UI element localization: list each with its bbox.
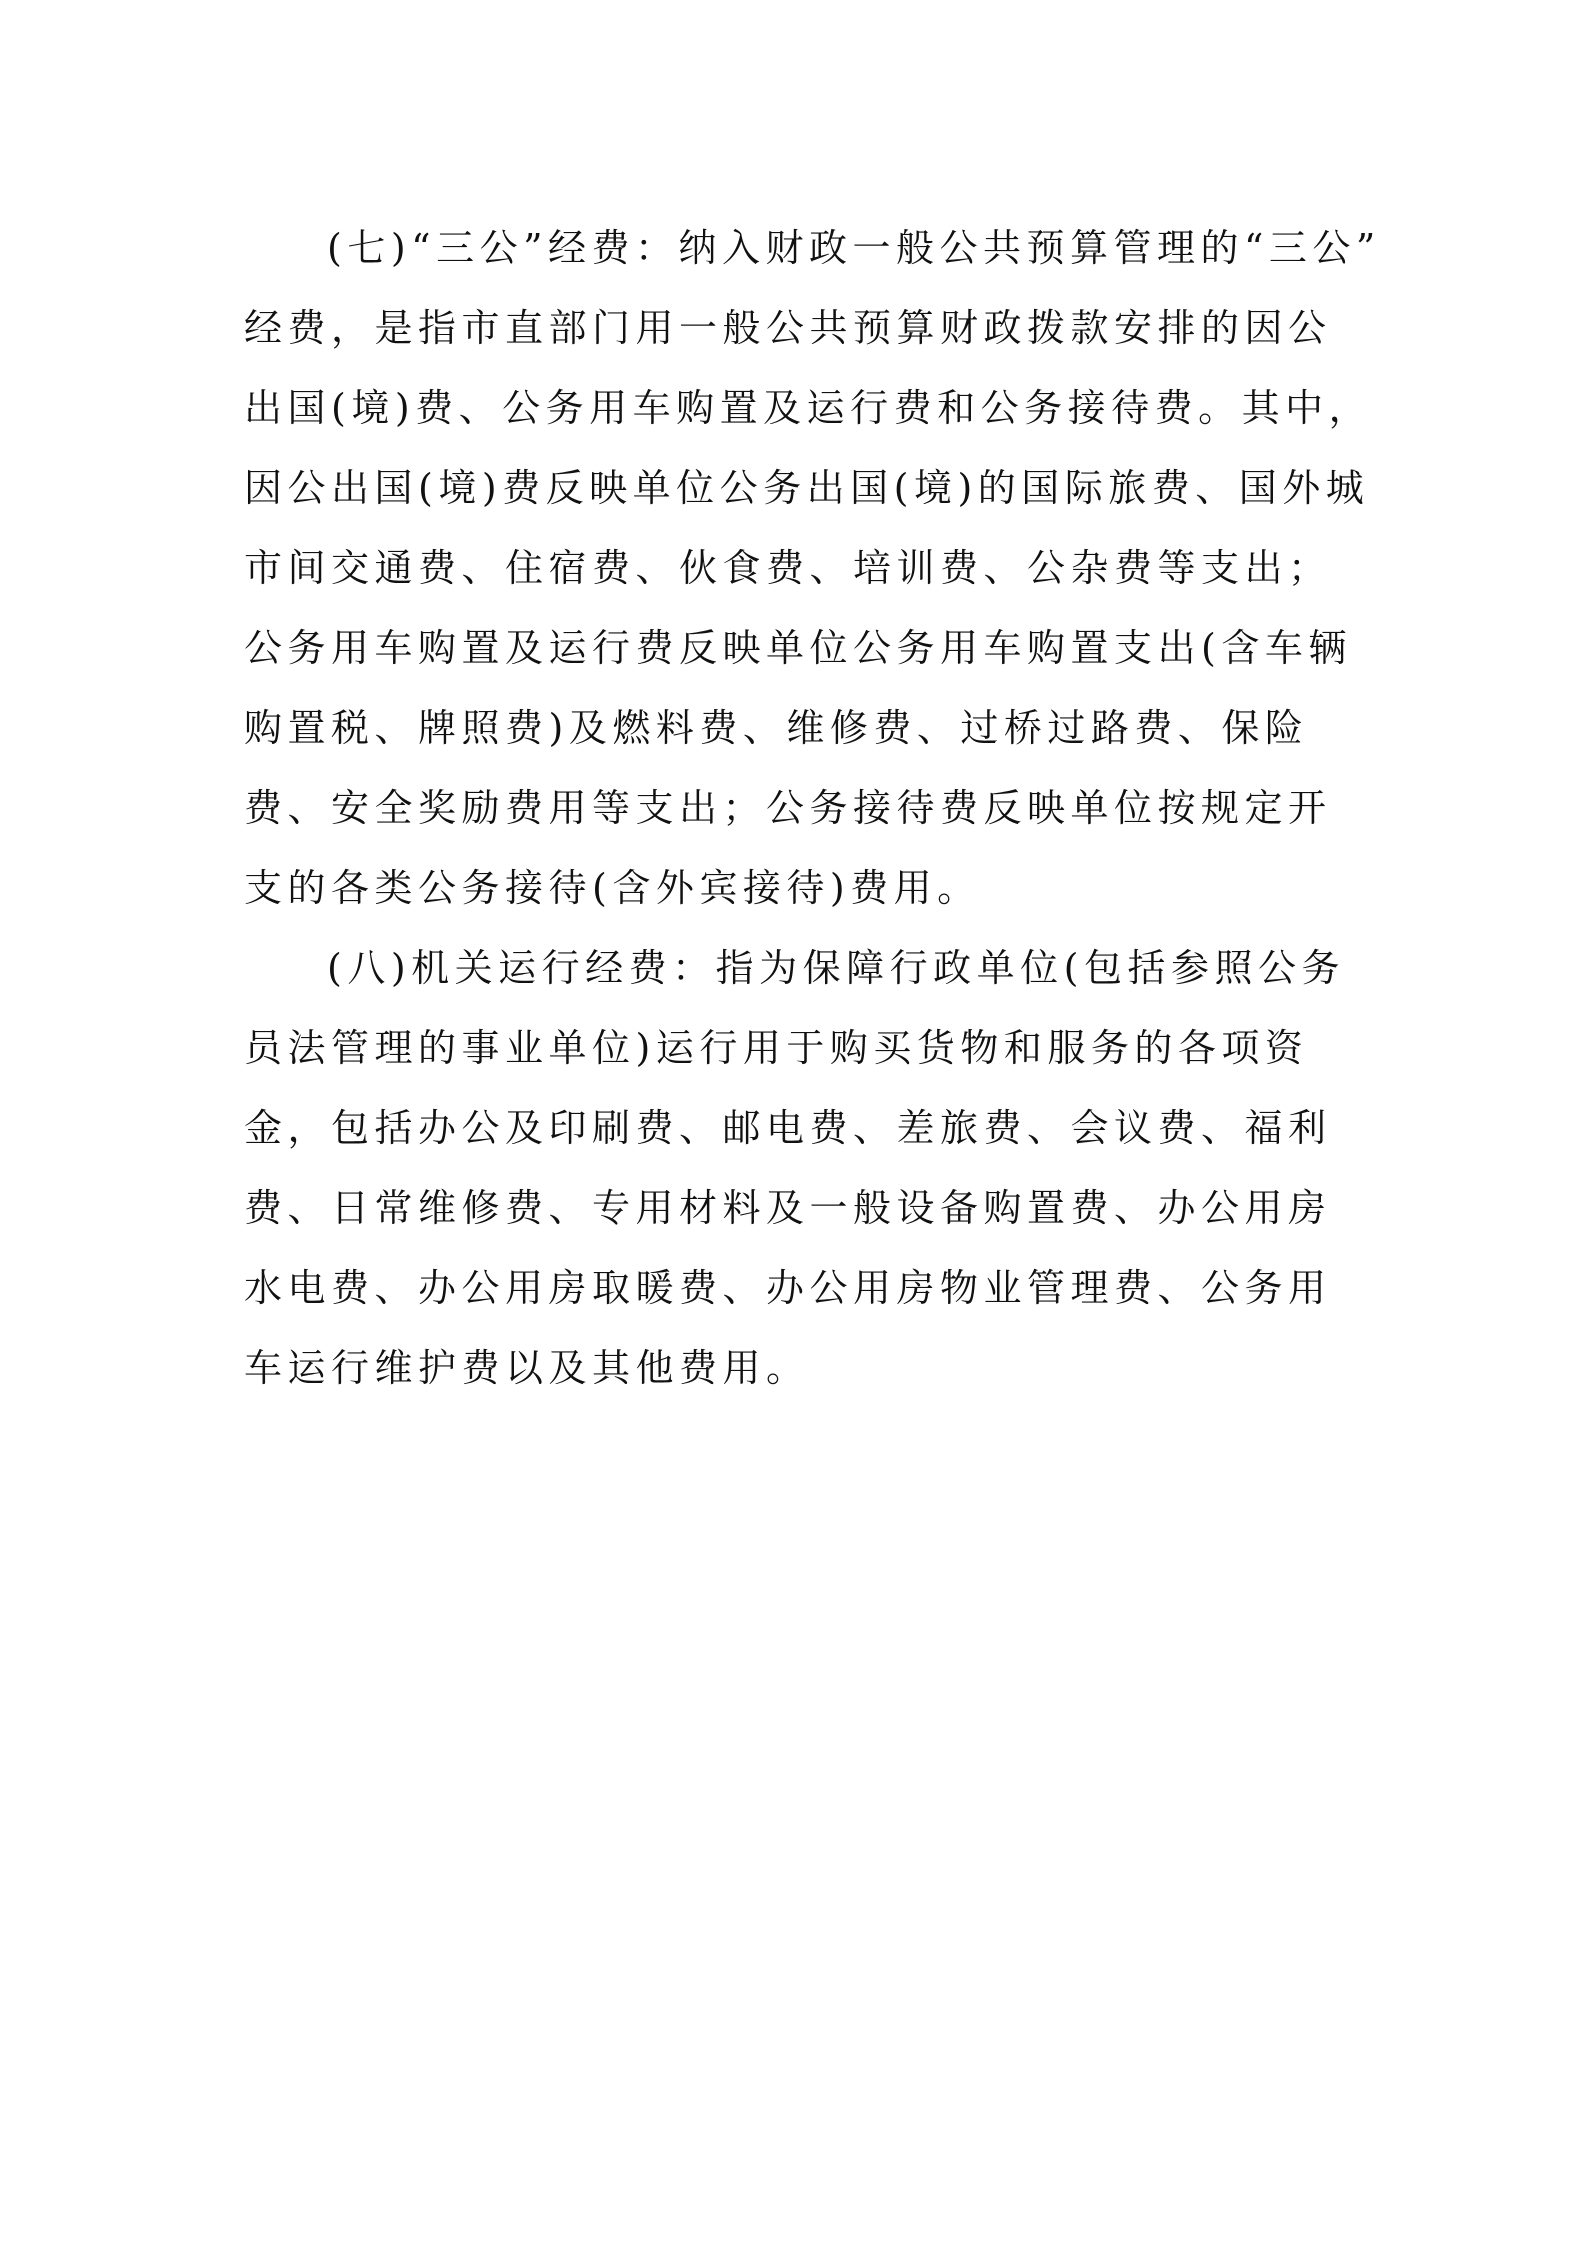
paragraph-line: (八)机关运行经费：指为保障行政单位(包括参照公务 bbox=[327, 946, 1345, 990]
paragraph-line: 支的各类公务接待(含外宾接待)费用。 bbox=[244, 866, 981, 910]
paragraph-line: 员法管理的事业单位)运行用于购买货物和服务的各项资 bbox=[244, 1026, 1309, 1070]
paragraph-line: 金，包括办公及印刷费、邮电费、差旅费、会议费、福利 bbox=[244, 1106, 1332, 1150]
paragraph-line: 水电费、办公用房取暖费、办公用房物业管理费、公务用 bbox=[244, 1266, 1332, 1310]
paragraph-line: 经费，是指市直部门用一般公共预算财政拨款安排的因公 bbox=[244, 306, 1332, 350]
paragraph-line: 出国(境)费、公务用车购置及运行费和公务接待费。其中， bbox=[244, 386, 1373, 430]
document-body bbox=[244, 208, 1381, 1408]
paragraph-line: 市间交通费、住宿费、伙食费、培训费、公杂费等支出； bbox=[244, 546, 1332, 590]
paragraph-section-8 bbox=[244, 928, 1344, 1408]
paragraph-line: (七)“三公”经费：纳入财政一般公共预算管理的“三公” bbox=[327, 226, 1381, 270]
paragraph-line: 车运行维护费以及其他费用。 bbox=[244, 1346, 810, 1390]
paragraph-line: 因公出国(境)费反映单位公务出国(境)的国际旅费、国外城 bbox=[244, 466, 1370, 510]
paragraph-line: 费、日常维修费、专用材料及一般设备购置费、办公用房 bbox=[244, 1186, 1332, 1230]
paragraph-line: 购置税、牌照费)及燃料费、维修费、过桥过路费、保险 bbox=[244, 706, 1309, 750]
paragraph-line: 公务用车购置及运行费反映单位公务用车购置支出(含车辆 bbox=[244, 626, 1352, 670]
paragraph-section-7 bbox=[244, 208, 1381, 928]
paragraph-line: 费、安全奖励费用等支出；公务接待费反映单位按规定开 bbox=[244, 786, 1332, 830]
